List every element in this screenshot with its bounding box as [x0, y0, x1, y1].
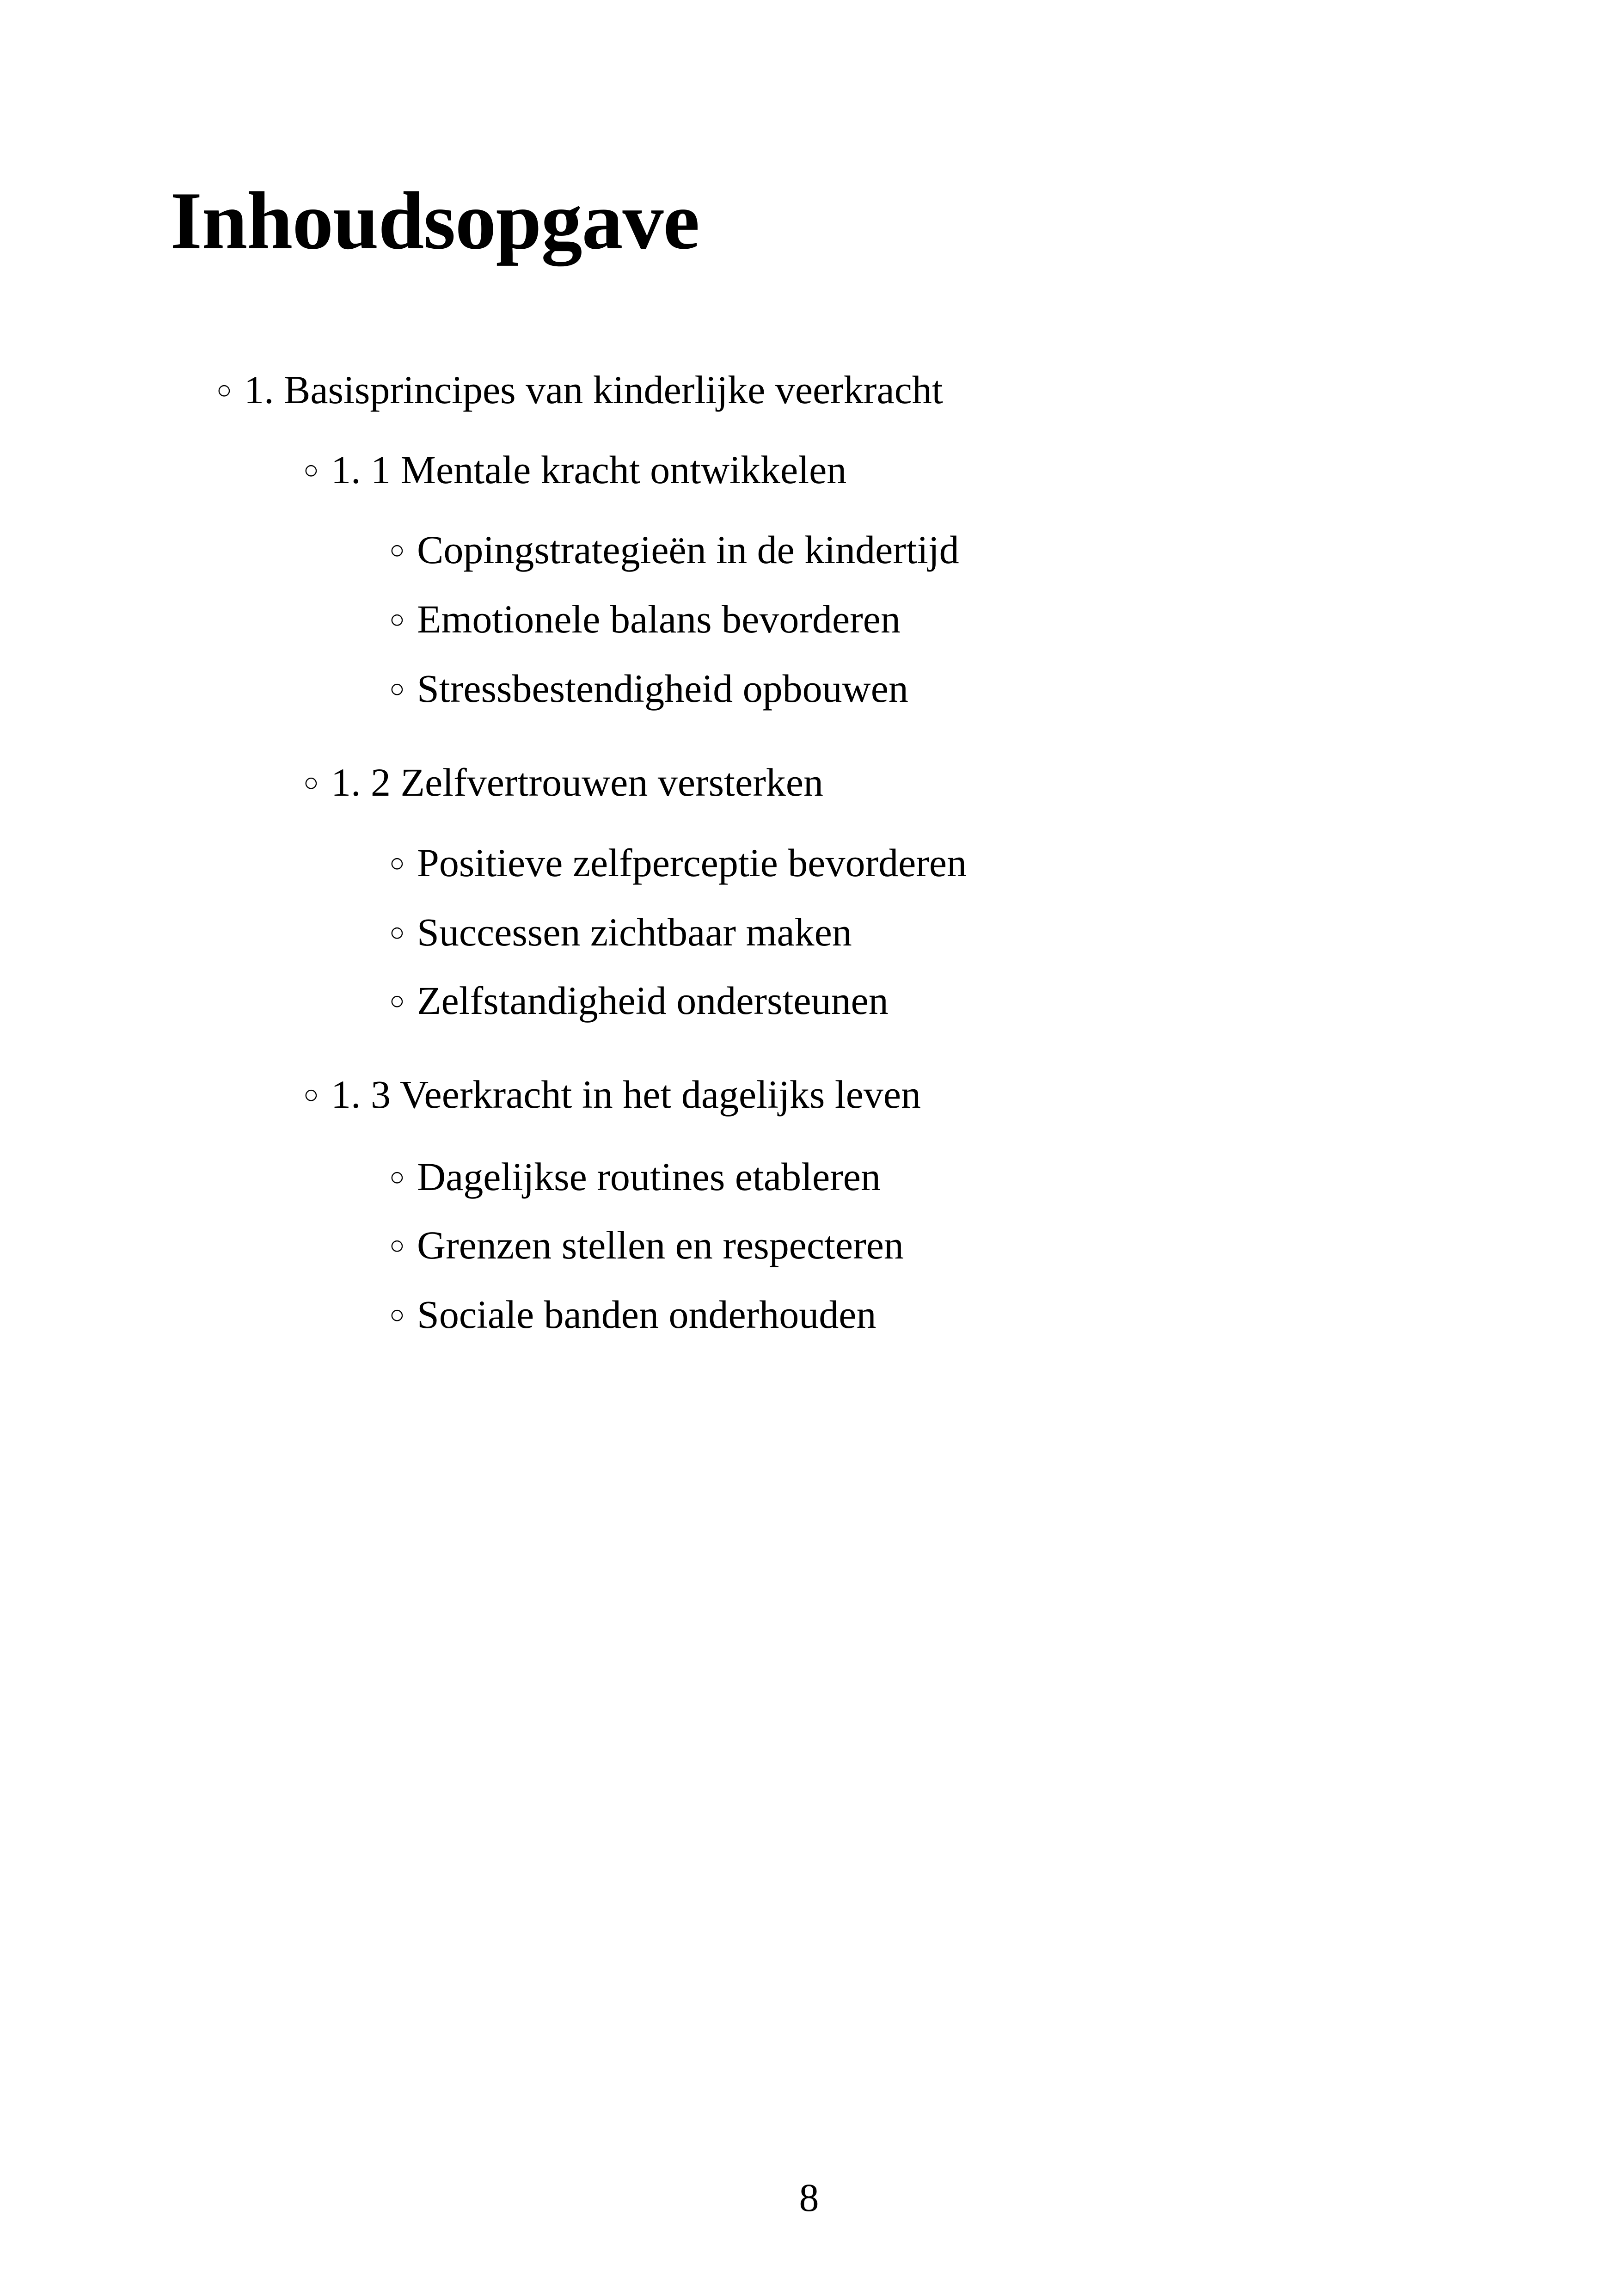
hollow-circle-bullet-icon: ○ [389, 536, 405, 565]
toc-section-1-3[interactable] [303, 1072, 921, 1117]
toc-entry-label: Sociale banden onderhouden [417, 1292, 876, 1337]
hollow-circle-bullet-icon: ○ [389, 849, 405, 878]
toc-subitem[interactable] [389, 978, 889, 1023]
hollow-circle-bullet-icon: ○ [389, 987, 405, 1015]
hollow-circle-bullet-icon: ○ [389, 918, 405, 947]
toc-subitem[interactable] [389, 843, 967, 883]
page-title: Inhoudsopgave [170, 175, 699, 266]
hollow-circle-bullet-icon: ○ [303, 768, 319, 797]
hollow-circle-bullet-icon: ○ [389, 675, 405, 703]
toc-section-1-1[interactable] [303, 450, 846, 490]
hollow-circle-bullet-icon: ○ [389, 1231, 405, 1260]
toc-entry-label: 1. Basisprincipes van kinderlijke veerkracht [244, 368, 943, 412]
toc-chapter-1[interactable] [216, 370, 943, 410]
toc-subitem[interactable] [389, 1225, 904, 1265]
toc-entry-label: Emotionele balans bevorderen [417, 597, 901, 641]
toc-subitem[interactable] [389, 666, 908, 711]
toc-entry-label: Dagelijkse routines etableren [417, 1154, 881, 1199]
toc-entry-label: Positieve zelfperceptie bevorderen [417, 841, 967, 885]
toc-entry-label: Zelfstandigheid ondersteunen [417, 978, 889, 1023]
toc-subitem[interactable] [389, 530, 959, 570]
toc-subitem[interactable] [389, 599, 901, 639]
toc-subitem[interactable] [389, 1154, 881, 1199]
toc-entry-label: 1. 1 Mentale kracht ontwikkelen [331, 448, 847, 492]
toc-section-1-2[interactable] [303, 762, 823, 802]
toc-entry-label: Successen zichtbaar maken [417, 910, 852, 954]
toc-entry-label: Stressbestendigheid opbouwen [417, 666, 908, 711]
hollow-circle-bullet-icon: ○ [389, 605, 405, 634]
hollow-circle-bullet-icon: ○ [303, 456, 319, 485]
toc-entry-label: 1. 2 Zelfvertrouwen versterken [331, 760, 824, 804]
hollow-circle-bullet-icon: ○ [216, 376, 232, 405]
hollow-circle-bullet-icon: ○ [303, 1080, 319, 1109]
toc-entry-label: Copingstrategieën in de kindertijd [417, 528, 959, 572]
toc-entry-label: 1. 3 Veerkracht in het dagelijks leven [331, 1072, 921, 1117]
toc-entry-label: Grenzen stellen en respecteren [417, 1223, 904, 1267]
hollow-circle-bullet-icon: ○ [389, 1163, 405, 1191]
toc-subitem[interactable] [389, 1292, 876, 1337]
toc-subitem[interactable] [389, 912, 852, 952]
page-number: 8 [799, 2175, 819, 2220]
hollow-circle-bullet-icon: ○ [389, 1301, 405, 1329]
